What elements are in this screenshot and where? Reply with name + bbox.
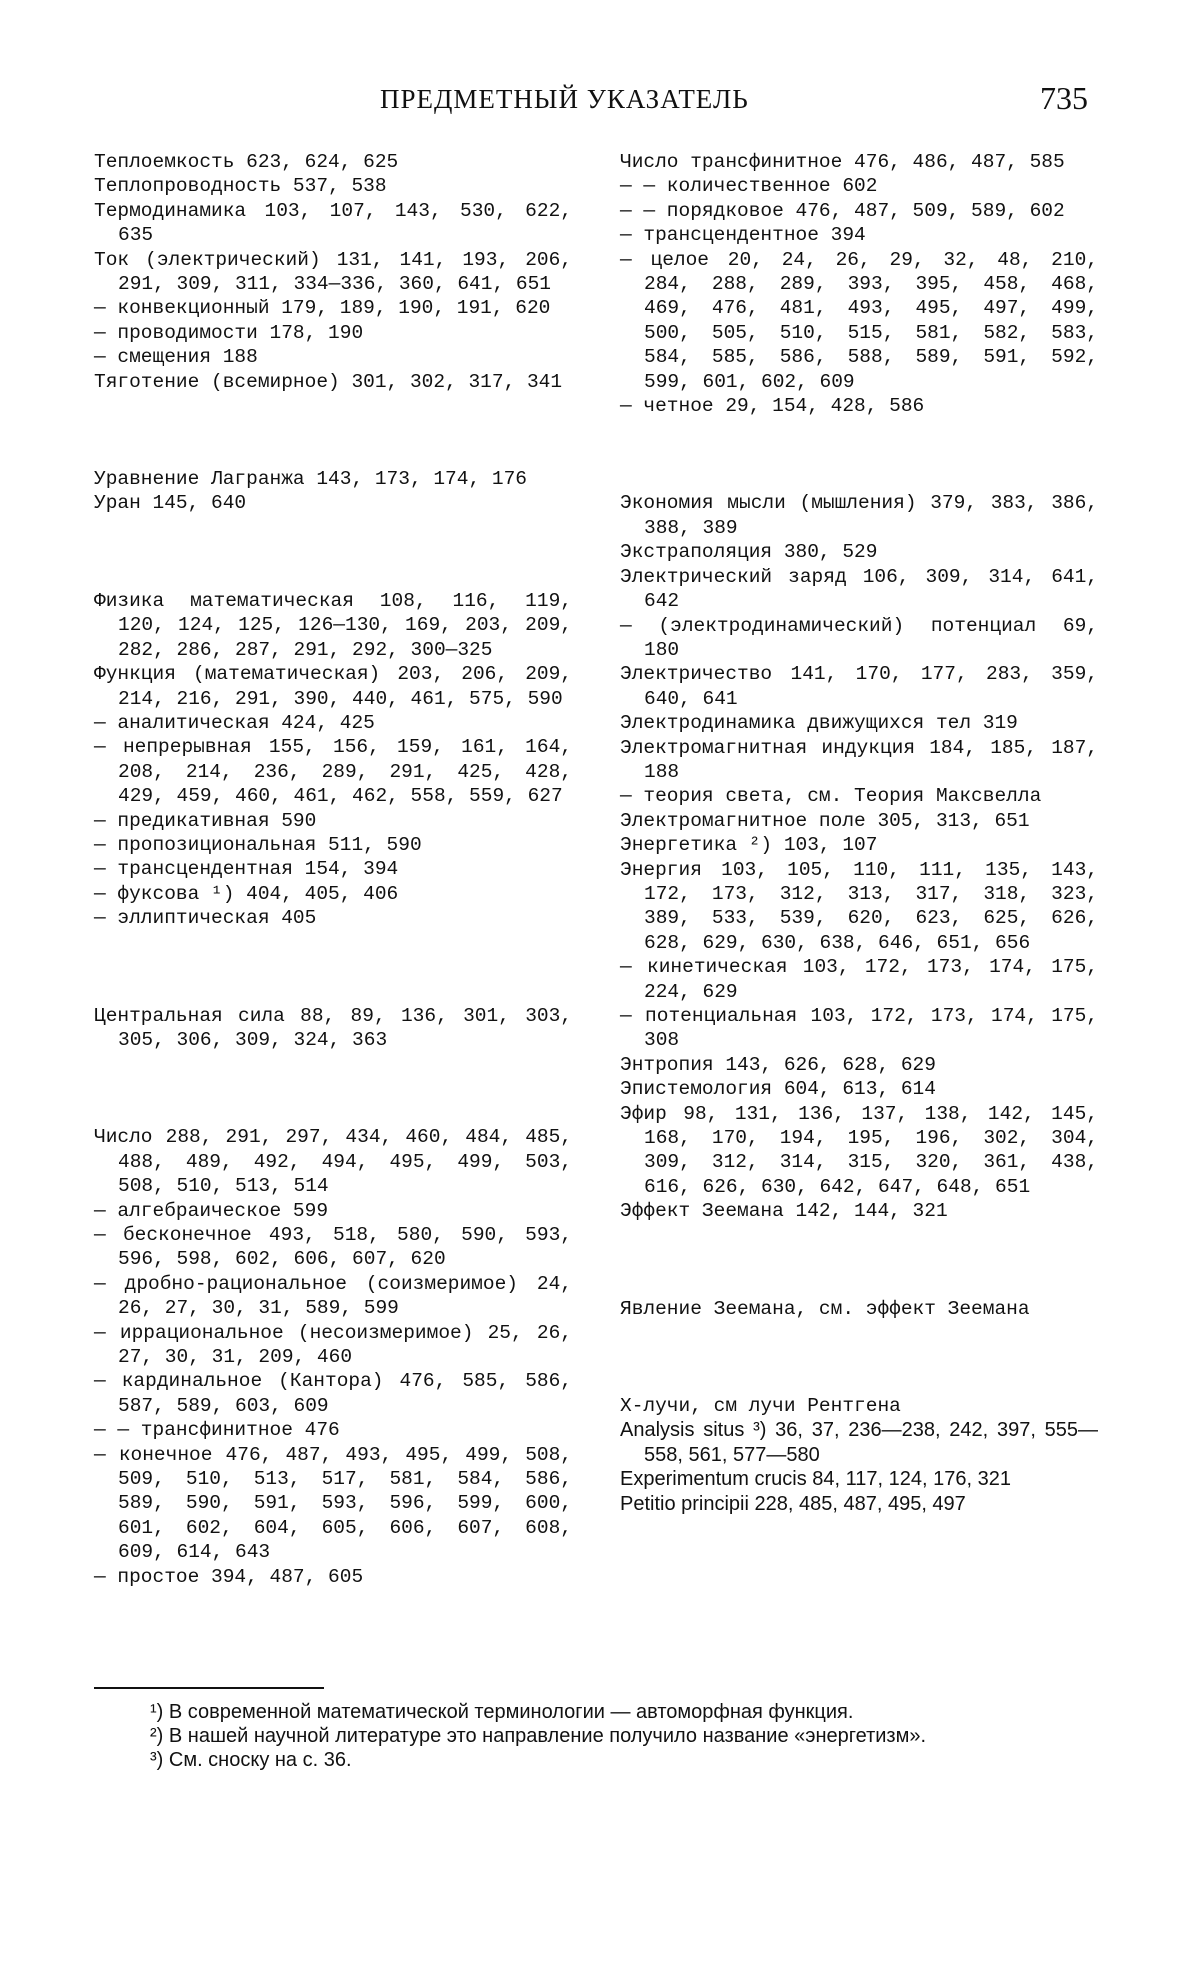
index-entry: Энергетика ²) 103, 107 <box>620 834 878 857</box>
footnote: ¹) В современной математической терминологии — автоморфная функция. <box>150 1701 854 1723</box>
index-entry: Электрический заряд 106, 309, 314, 641, 642 <box>620 565 1098 613</box>
footnote: ²) В нашей научной литературе это направление получило название «энергетизм». <box>150 1725 926 1747</box>
section-gap <box>620 1321 1098 1394</box>
index-entry: — — порядковое 476, 487, 509, 589, 602 <box>620 199 1065 222</box>
index-entry: Petitio principii 228, 485, 487, 495, 497 <box>620 1492 966 1515</box>
section-gap <box>94 1052 572 1125</box>
index-entry: — конвекционный 179, 189, 190, 191, 620 <box>94 297 551 320</box>
index-entry: — простое 394, 487, 605 <box>94 1565 364 1588</box>
index-entry: — трансцендентное 394 <box>620 224 866 247</box>
footnotes <box>94 1700 1100 1772</box>
index-entry: Электродинамика движущихся тел 319 <box>620 712 1018 735</box>
section-gap <box>620 418 1098 491</box>
index-entry: Теплоемкость 623, 624, 625 <box>94 151 399 173</box>
index-entry: Явление Зеемана, см. эффект Зеемана <box>620 1297 1030 1320</box>
index-entry: Экстраполяция 380, 529 <box>620 541 878 564</box>
index-entry: — алгебраическое 599 <box>94 1199 329 1222</box>
index-entry: Функция (математическая) 203, 206, 209, 214, 216, 291, 390, 440, 461, 575, 590 <box>94 663 572 710</box>
index-entry: Эпистемология 604, 613, 614 <box>620 1078 936 1101</box>
index-entry: — эллиптическая 405 <box>94 907 317 930</box>
running-title: ПРЕДМЕТНЫЙ УКАЗАТЕЛЬ <box>380 84 749 114</box>
index-entry: Эффект Зеемана 142, 144, 321 <box>620 1200 948 1223</box>
index-entry: Центральная сила 88, 89, 136, 301, 303, 305, 306, 309, 324, 363 <box>94 1004 572 1051</box>
section-gap <box>94 516 572 589</box>
index-column-right <box>620 150 1098 1516</box>
index-entry: — аналитическая 424, 425 <box>94 711 375 734</box>
index-entry: — непрерывная 155, 156, 159, 161, 164, 208, 214, 236, 289, 291, 425, 428, 429, 459, 460, 461, 462, 558, 559, 627 <box>94 736 572 808</box>
section-gap <box>620 1224 1098 1297</box>
index-entry: — пропозициональная 511, 590 <box>94 833 422 856</box>
index-entry: — теория света, см. Теория Максвелла <box>620 785 1042 808</box>
index-column-left <box>94 150 572 1589</box>
index-entry: Уравнение Лагранжа 143, 173, 174, 176 <box>94 468 527 491</box>
index-entry: Термодинамика 103, 107, 143, 530, 622, 635 <box>94 199 572 247</box>
index-entry: — предикативная 590 <box>94 809 317 832</box>
index-entry: Число трансфинитное 476, 486, 487, 585 <box>620 151 1065 173</box>
index-entry: Физика математическая 108, 116, 119, 120, 124, 125, 126—130, 169, 203, 209, 282, 286, 287, 291, 292, 300—325 <box>94 589 572 661</box>
index-entry: — (электродинамический) потенциал 69, 180 <box>620 614 1098 661</box>
index-entry: Тяготение (всемирное) 301, 302, 317, 341 <box>94 370 563 393</box>
index-entry: Эфир 98, 131, 136, 137, 138, 142, 145, 168, 170, 194, 195, 196, 302, 304, 309, 312, 314, 315, 320, 361, 438, 616, 626, 630, 642, 647, 648, 651 <box>620 1102 1098 1198</box>
index-entry: — — количественное 602 <box>620 175 878 198</box>
section-gap <box>94 394 572 467</box>
index-entry: — кардинальное (Кантора) 476, 585, 586, 587, 589, 603, 609 <box>94 1370 572 1417</box>
footnote: ³) См. сноску на с. 36. <box>150 1749 352 1771</box>
index-entry: Электромагнитное поле 305, 313, 651 <box>620 809 1030 832</box>
index-entry: Электричество 141, 170, 177, 283, 359, 640, 641 <box>620 663 1098 710</box>
index-entry: — смещения 188 <box>94 346 258 369</box>
index-entry: Электромагнитная индукция 184, 185, 187, 188 <box>620 736 1098 783</box>
index-entry: — проводимости 178, 190 <box>94 321 364 344</box>
index-entry: Число 288, 291, 297, 434, 460, 484, 485, 488, 489, 492, 494, 495, 499, 503, 508, 510, 513, 514 <box>94 1126 572 1198</box>
index-entry: Экономия мысли (мышления) 379, 383, 386, 388, 389 <box>620 492 1098 539</box>
index-entry: — потенциальная 103, 172, 173, 174, 175, 308 <box>620 1005 1098 1052</box>
index-entry: — кинетическая 103, 172, 173, 174, 175, 224, 629 <box>620 956 1098 1003</box>
index-entry: — целое 20, 24, 26, 29, 32, 48, 210, 284, 288, 289, 393, 395, 458, 468, 469, 476, 481, 493, 495, 497, 499, 500, 505, 510, 515, 581, 582, 583, 584, 585, 586, 588, 589, 591, 592, 599, 601, 602, 609 <box>620 248 1098 393</box>
section-gap <box>94 931 572 1004</box>
index-entry: — фуксова ¹) 404, 405, 406 <box>94 882 399 905</box>
index-entry: — иррациональное (несоизмеримое) 25, 26, 27, 30, 31, 209, 460 <box>94 1321 572 1369</box>
index-entry: X-лучи, см лучи Рентгена <box>620 1395 901 1418</box>
index-entry: Ток (электрический) 131, 141, 193, 206, 291, 309, 311, 334—336, 360, 641, 651 <box>94 248 572 296</box>
index-entry: — — трансфинитное 476 <box>94 1419 340 1442</box>
index-entry: Уран 145, 640 <box>94 492 247 515</box>
index-entry: Experimentum crucis 84, 117, 124, 176, 321 <box>620 1468 1011 1491</box>
index-entry: — четное 29, 154, 428, 586 <box>620 395 925 418</box>
index-entry: — трансцендентная 154, 394 <box>94 858 399 881</box>
index-entry: — бесконечное 493, 518, 580, 590, 593, 596, 598, 602, 606, 607, 620 <box>94 1224 572 1271</box>
index-entry: Энергия 103, 105, 110, 111, 135, 143, 172, 173, 312, 313, 317, 318, 323, 389, 533, 539, 620, 623, 625, 626, 628, 629, 630, 638, 646, 651, 656 <box>620 858 1098 954</box>
index-entry: Энтропия 143, 626, 628, 629 <box>620 1053 936 1076</box>
index-entry: Теплопроводность 537, 538 <box>94 175 387 198</box>
page-number: 735 <box>1040 80 1088 116</box>
footnote-rule <box>94 1687 324 1689</box>
index-entry: Analysis situs ³) 36, 37, 236—238, 242, 397, 555—558, 561, 577—580 <box>620 1419 1098 1466</box>
index-entry: — дробно-рациональное (соизмеримое) 24, 26, 27, 30, 31, 589, 599 <box>94 1272 572 1320</box>
index-entry: — конечное 476, 487, 493, 495, 499, 508, 509, 510, 513, 517, 581, 584, 586, 589, 590, 591, 593, 596, 599, 600, 601, 602, 604, 605, 606, 607, 608, 609, 614, 643 <box>94 1443 572 1564</box>
